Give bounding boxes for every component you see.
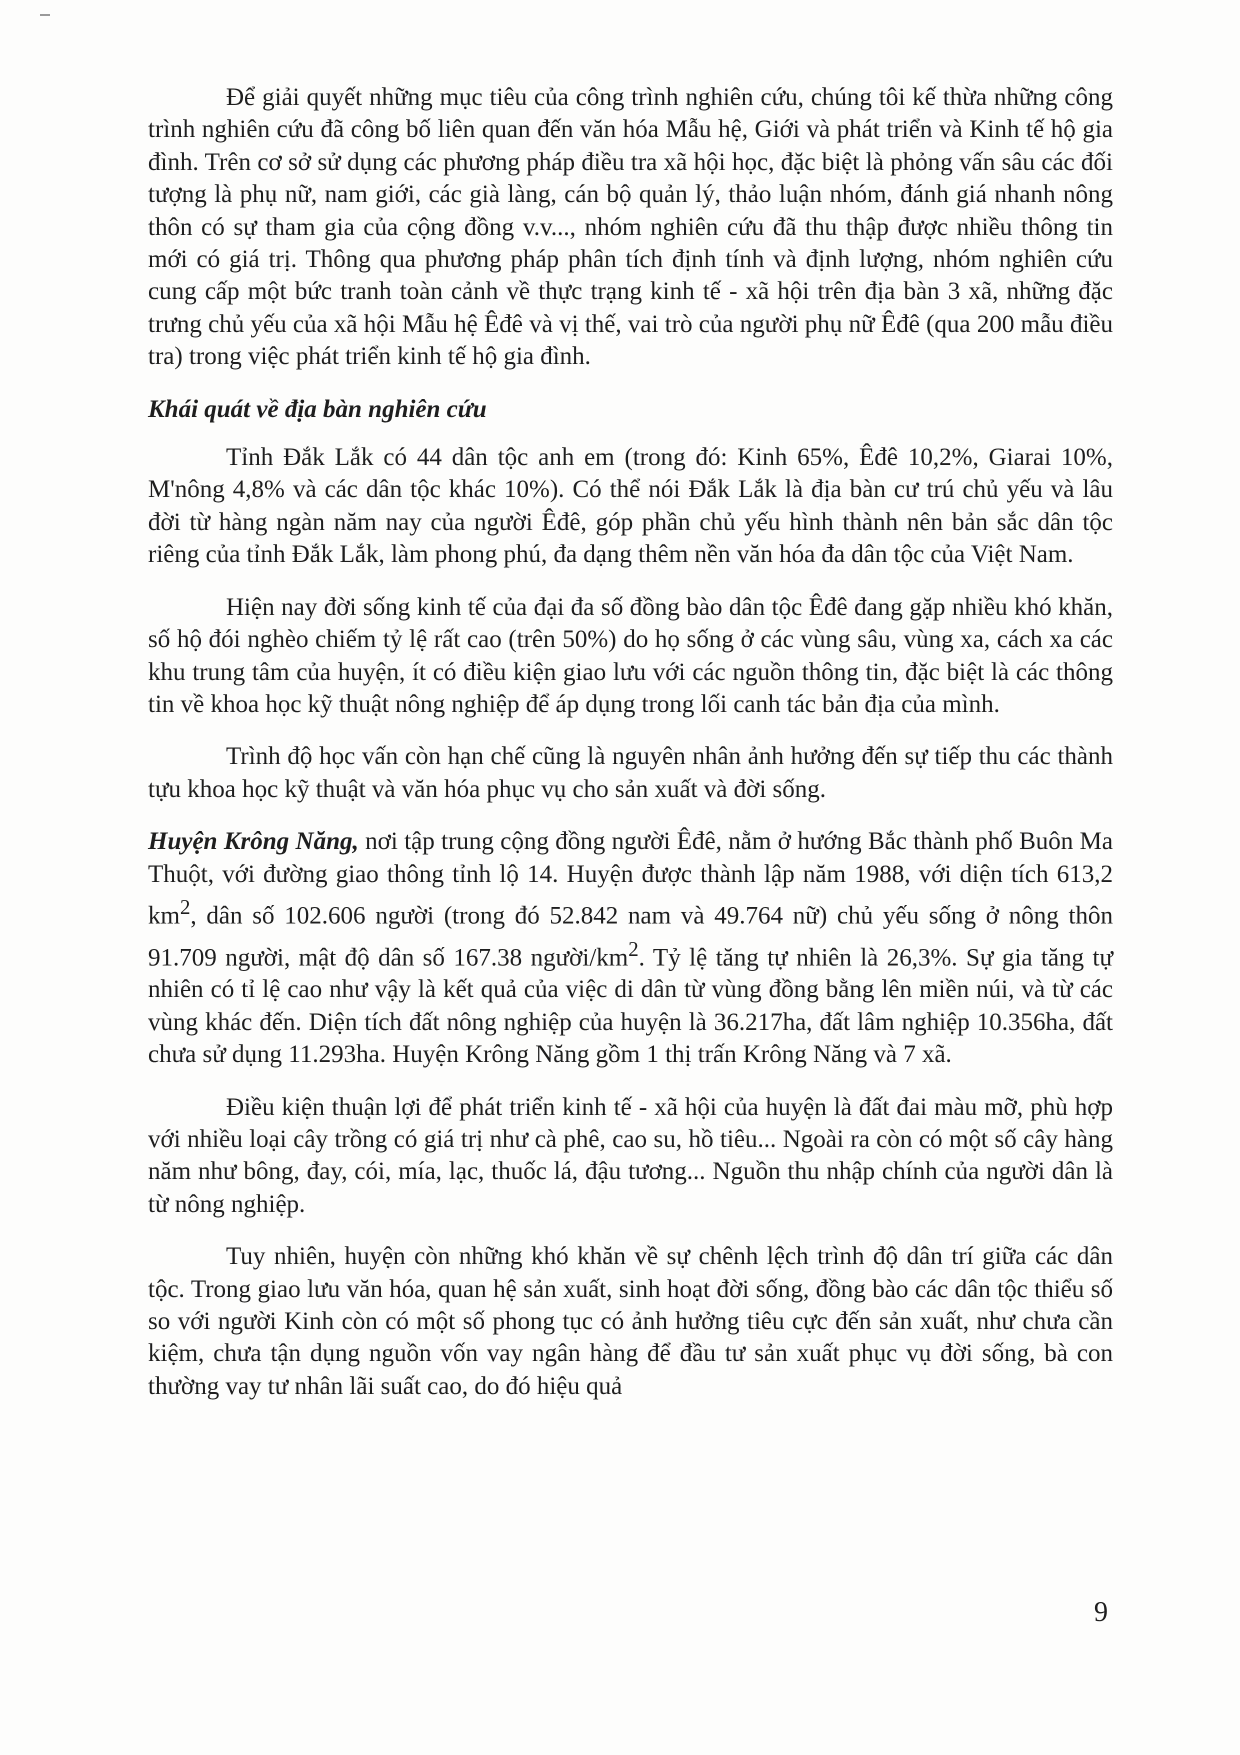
- paragraph-5-text-1: nơi tập trung cộng đồng người Êđê, nằm ở hướng Bắc thành phố Buôn Ma Thuột, với đường giao thông tỉnh lộ 14. Huyện được thành lập năm 1988, với diện tích 613,2 km: [148, 828, 1113, 930]
- scan-mark: [40, 14, 50, 16]
- paragraph-5: [148, 826, 1113, 1072]
- paragraph-5-text-3: . Tỷ lệ tăng tự nhiên là 26,3%. Sự gia tăng tự nhiên có tỉ lệ cao như vậy là kết quả của việc di dân từ vùng đồng bằng lên miền núi, và từ các vùng khác đến. Diện tích đất nông nghiệp của huyện là 36.217ha, đất lâm nghiệp 10.356ha, đất chưa sử dụng 11.293ha. Huyện Krông Năng gồm 1 thị trấn Krông Năng và 7 xã.: [148, 944, 1113, 1069]
- paragraph-4: Trình độ học vấn còn hạn chế cũng là nguyên nhân ảnh hưởng đến sự tiếp thu các thành tựu khoa học kỹ thuật và văn hóa phục vụ cho sản xuất và đời sống.: [148, 743, 1113, 803]
- paragraph-1: Để giải quyết những mục tiêu của công trình nghiên cứu, chúng tôi kế thừa những công trình nghiên cứu đã công bố liên quan đến văn hóa Mẫu hệ, Giới và phát triển và Kinh tế hộ gia đình. Trên cơ sở sử dụng các phương pháp điều tra xã hội học, đặc biệt là phỏng vấn sâu các đối tượng là phụ nữ, nam giới, các già làng, cán bộ quản lý, thảo luận nhóm, đánh giá nhanh nông thôn có sự tham gia của cộng đồng v.v..., nhóm nghiên cứu đã thu thập được nhiều thông tin mới có giá trị. Thông qua phương pháp phân tích định tính và định lượng, nhóm nghiên cứu cung cấp một bức tranh toàn cảnh về thực trạng kinh tế - xã hội trên địa bàn 3 xã, những đặc trưng chủ yếu của xã hội Mẫu hệ Êđê và vị thế, vai trò của người phụ nữ Êđê (qua 200 mẫu điều tra) trong việc phát triển kinh tế hộ gia đình.: [148, 84, 1113, 371]
- paragraph-6: Điều kiện thuận lợi để phát triển kinh tế - xã hội của huyện là đất đai màu mỡ, phù hợp với nhiều loại cây trồng có giá trị như cà phê, cao su, hồ tiêu... Ngoài ra còn có một số cây hàng năm như bông, đay, cói, mía, lạc, thuốc lá, đậu tương... Nguồn thu nhập chính của người dân là từ nông nghiệp.: [148, 1093, 1113, 1218]
- paragraph-5-text-2: , dân số 102.606 người (trong đó 52.842 nam và 49.764 nữ) chủ yếu sống ở nông thôn 91.709 người, mật độ dân số 167.38 người/km: [148, 902, 1113, 971]
- page-number: 9: [1094, 1597, 1108, 1628]
- superscript-1: 2: [179, 894, 191, 919]
- paragraph-5-lead: Huyện Krông Năng,: [148, 828, 359, 856]
- paragraph-2: Tỉnh Đắk Lắk có 44 dân tộc anh em (trong đó: Kinh 65%, Êđê 10,2%, Giarai 10%, M'nông 4,8% và các dân tộc khác 10%). Có thể nói Đắk Lắk là địa bàn cư trú chủ yếu và lâu đời từ hàng ngàn năm nay của người Êđê, góp phần chủ yếu hình thành nên bản sắc dân tộc riêng của tỉnh Đắk Lắk, làm phong phú, đa dạng thêm nền văn hóa đa dân tộc của Việt Nam.: [148, 444, 1113, 569]
- page-body: [148, 82, 1113, 1423]
- paragraph-3: Hiện nay đời sống kinh tế của đại đa số đồng bào dân tộc Êđê đang gặp nhiều khó khăn, số hộ đói nghèo chiếm tỷ lệ rất cao (trên 50%) do họ sống ở các vùng sâu, vùng xa, cách xa các khu trung tâm của huyện, ít có điều kiện giao lưu với các nguồn thông tin, đặc biệt là các thông tin về khoa học kỹ thuật nông nghiệp để áp dụng trong lối canh tác bản địa của mình.: [148, 593, 1113, 718]
- paragraph-7: Tuy nhiên, huyện còn những khó khăn về sự chênh lệch trình độ dân trí giữa các dân tộc. Trong giao lưu văn hóa, quan hệ sản xuất, sinh hoạt đời sống, đồng bào các dân tộc thiểu số so với người Kinh còn có một số phong tục có ảnh hưởng tiêu cực đến sản xuất, như chưa cần kiệm, chưa tận dụng nguồn vốn vay ngân hàng để đầu tư sản xuất phục vụ đời sống, bà con thường vay tư nhân lãi suất cao, do đó hiệu quả: [148, 1243, 1113, 1400]
- section-heading: Khái quát về địa bàn nghiên cứu: [148, 395, 487, 423]
- superscript-2: 2: [628, 936, 639, 961]
